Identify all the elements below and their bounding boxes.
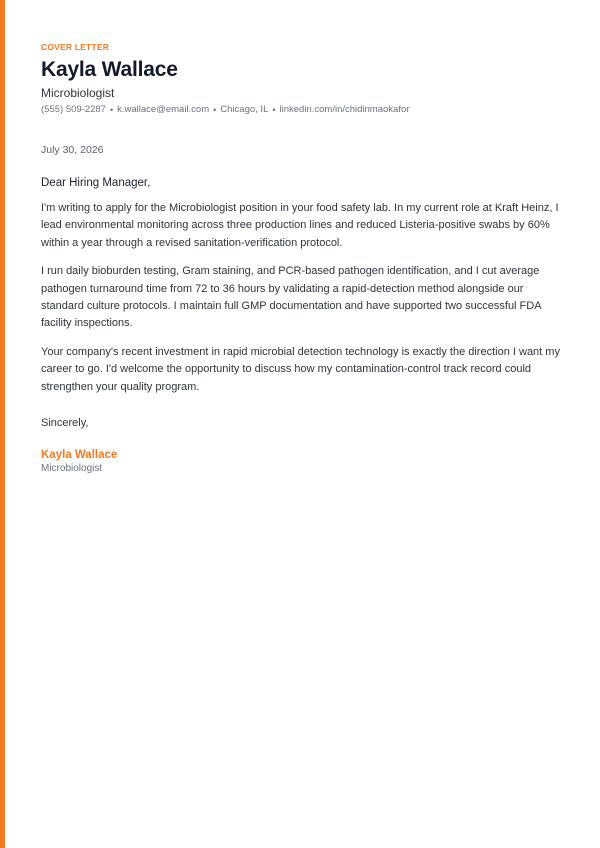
body-paragraph: I'm writing to apply for the Microbiologist position in your food safety lab. In my current role at Kraft Heinz, I lead environmental monitoring across three production lines and reduced Listeria-positive swabs by 60% within a year through a revised sanitation-verification protocol.: [41, 202, 559, 249]
accent-bar: [0, 0, 5, 848]
contact-line: [41, 104, 561, 115]
contact-separator: •: [213, 104, 217, 115]
signature-role: Microbiologist: [41, 463, 103, 475]
applicant-role: Microbiologist: [41, 86, 115, 100]
document-type-label: COVER LETTER: [41, 42, 110, 52]
contact-separator: •: [272, 104, 276, 115]
body-paragraph: Your company's recent investment in rapid microbial detection technology is exactly the direction I want my career to go. I'd welcome the opportunity to discuss how my contamination-control track record could strengthen your quality program.: [41, 345, 560, 393]
signature-name: Kayla Wallace: [41, 449, 118, 462]
closing: Sincerely,: [41, 417, 89, 430]
letter-date: July 30, 2026: [41, 144, 104, 156]
contact-phone: (555) 509-2287: [41, 104, 106, 115]
salutation: Dear Hiring Manager,: [41, 177, 151, 189]
contact-email[interactable]: k.wallace@email.com: [117, 104, 210, 115]
contact-linkedin[interactable]: linkedin.com/in/chidinmaokafor: [279, 104, 410, 115]
contact-location: Chicago, IL: [220, 104, 269, 115]
contact-separator: •: [109, 104, 114, 115]
applicant-name: Kayla Wallace: [41, 58, 178, 81]
cover-letter: [41, 42, 561, 474]
body-paragraph: I run daily bioburden testing, Gram staining, and PCR-based pathogen identification, and I cut average pathogen turnaround time from 72 to 36 hours by validating a rapid-detection method alongside our standard culture protocols. I maintain full GMP documentation and have supported two successful FDA facility inspections.: [41, 265, 541, 330]
